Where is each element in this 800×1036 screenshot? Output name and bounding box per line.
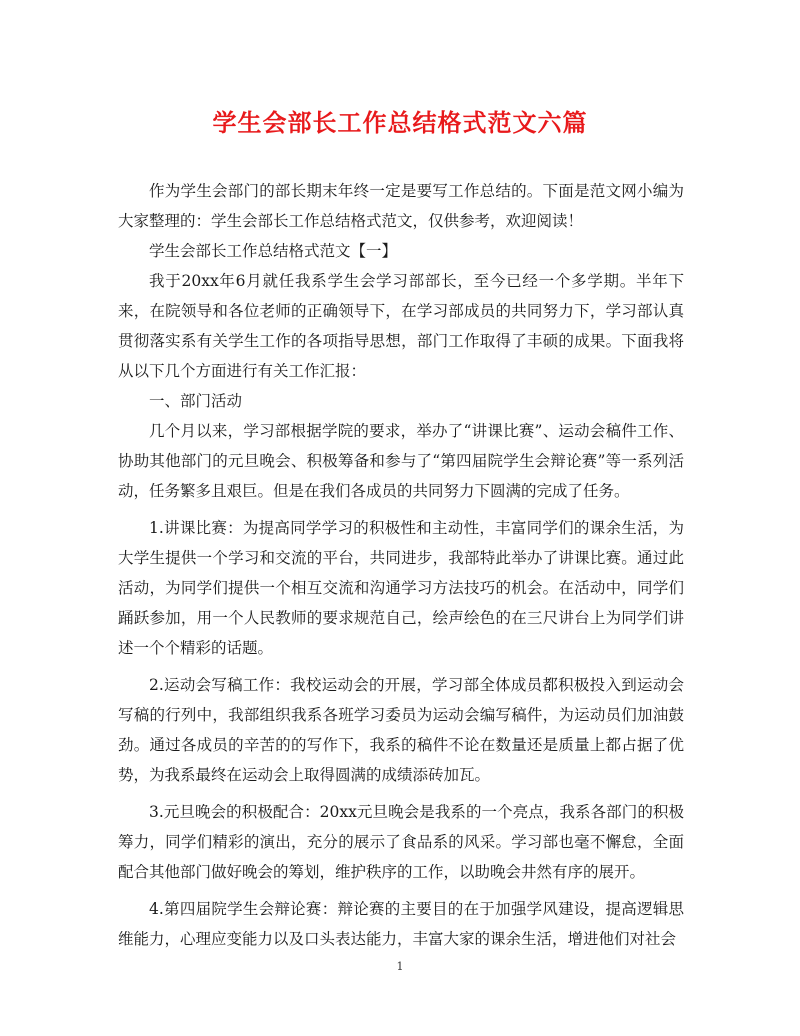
intro-paragraph: 作为学生会部门的部长期末年终一定是要写工作总结的。下面是范文网小编为大家整理的：学生会部长工作总结格式范文，仅供参考，欢迎阅读！	[118, 182, 684, 230]
body-paragraph: 几个月以来，学习部根据学院的要求，举办了“讲课比赛”、运动会稿件工作、协助其他部门的元旦晚会、积极筹备和参与了“第四届院学生会辩论赛”等一系列活动，任务繁多且艰巨。但是在我们各成员的共同努力下圆满的完成了任务。	[118, 422, 684, 500]
page-number: 1	[396, 960, 404, 973]
list-item-paragraph: 4.第四届院学生会辩论赛：辩论赛的主要目的在于加强学风建设，提高逻辑思维能力，心理应变能力以及口头表达能力，丰富大家的课余生活，增进他们对社会	[118, 900, 684, 948]
document-body	[118, 176, 684, 954]
section-heading: 学生会部长工作总结格式范文【一】	[149, 242, 398, 260]
list-item-paragraph: 1.讲课比赛：为提高同学学习的积极性和主动性，丰富同学们的课余生活，为大学生提供一个学习和交流的平台，共同进步，我部特此举办了讲课比赛。通过此活动，为同学们提供一个相互交流和沟通学习方法技巧的机会。在活动中，同学们踊跃参加，用一个人民教师的要求规范自己，绘声绘色的在三尺讲台上为同学们讲述一个个精彩的话题。	[118, 519, 684, 657]
list-item-paragraph: 3.元旦晚会的积极配合：20xx元旦晚会是我系的一个亮点，我系各部门的积极筹力，同学们精彩的演出，充分的展示了食品系的风采。学习部也毫不懈怠，全面配合其他部门做好晚会的筹划，维护秩序的工作，以助晚会井然有序的展开。	[118, 803, 684, 881]
subsection-heading: 一、部门活动	[149, 392, 243, 410]
body-paragraph: 我于20xx年6月就任我系学生会学习部部长，至今已经一个多学期。半年下来，在院领导和各位老师的正确领导下，在学习部成员的共同努力下，学习部认真贯彻落实系有关学生工作的各项指导思想，部门工作取得了丰硕的成果。下面我将从以下几个方面进行有关工作汇报：	[118, 272, 684, 380]
document-title: 学生会部长工作总结格式范文六篇	[212, 108, 588, 137]
list-item-paragraph: 2.运动会写稿工作：我校运动会的开展，学习部全体成员都积极投入到运动会写稿的行列中，我部组织我系各班学习委员为运动会编写稿件，为运动员们加油鼓劲。通过各成员的辛苦的的写作下，我系的稿件不论在数量还是质量上都占据了优势，为我系最终在运动会上取得圆满的成绩添砖加瓦。	[118, 676, 684, 784]
